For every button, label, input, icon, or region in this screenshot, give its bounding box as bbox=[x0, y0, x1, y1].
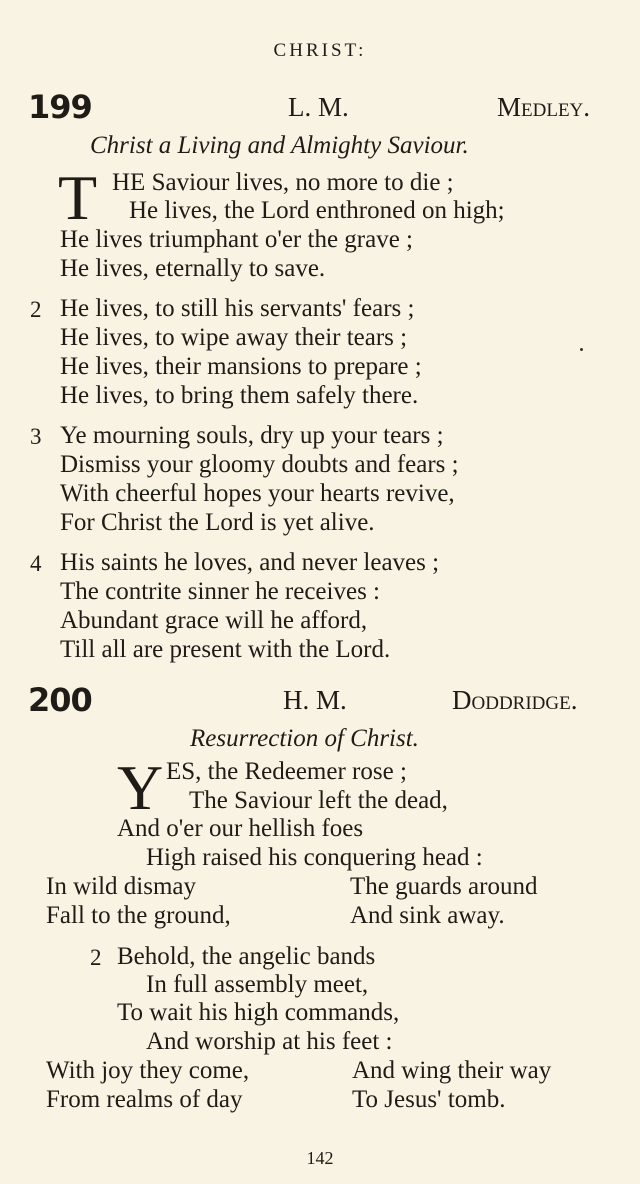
hymn-200-s2-line4: And worship at his feet : bbox=[146, 1028, 393, 1055]
hymn-199-s4-number: 4 bbox=[30, 551, 42, 576]
hymn-199-s3-line1: Ye mourning souls, dry up your tears ; bbox=[60, 422, 444, 449]
hymn-200-s1-line1: ES, the Redeemer rose ; bbox=[166, 758, 407, 785]
hymn-200-s2-line1: Behold, the angelic bands bbox=[117, 943, 376, 970]
hymn-199-s2-line2: He lives, to wipe away their tears ; bbox=[60, 324, 408, 351]
hymn-200-s2-left2: From realms of day bbox=[46, 1086, 243, 1113]
hymn-200-dropcap: Y bbox=[117, 752, 164, 823]
hymn-199-s2-line4: He lives, to bring them safely there. bbox=[60, 382, 419, 409]
page-number: 142 bbox=[306, 1148, 334, 1168]
hymn-200-s1-right2: And sink away. bbox=[350, 902, 505, 929]
hymn-200-meter: H. M. bbox=[283, 685, 347, 715]
hymn-199-s3-number: 3 bbox=[30, 424, 42, 449]
hymn-200-s2-right1: And wing their way bbox=[352, 1057, 552, 1084]
hymn-200-s1-left1: In wild dismay bbox=[46, 873, 196, 900]
hymn-200-s2-left1: With joy they come, bbox=[46, 1057, 250, 1084]
hymn-200-s2-right2: To Jesus' tomb. bbox=[352, 1086, 506, 1113]
hymn-199-s4-line1: His saints he loves, and never leaves ; bbox=[60, 549, 440, 576]
hymn-199-s1-line1: HE Saviour lives, no more to die ; bbox=[112, 169, 454, 196]
hymn-199-s1-line3: He lives triumphant o'er the grave ; bbox=[60, 226, 414, 253]
running-header: CHRIST: bbox=[273, 40, 367, 61]
hymn-199-s1-line4: He lives, eternally to save. bbox=[60, 255, 326, 282]
hymn-199-s3-line4: For Christ the Lord is yet alive. bbox=[60, 509, 375, 536]
hymn-199-dropcap: T bbox=[58, 162, 98, 233]
hymn-199-s2-line3: He lives, their mansions to prepare ; bbox=[60, 353, 422, 380]
hymn-200-s2-line2: In full assembly meet, bbox=[146, 971, 369, 998]
hymn-200-tune: Doddridge. bbox=[452, 685, 578, 715]
hymn-199-s4-line4: Till all are present with the Lord. bbox=[60, 636, 391, 663]
hymn-199-title: Christ a Living and Almighty Saviour. bbox=[90, 132, 469, 159]
hymn-199-s4-line2: The contrite sinner he receives : bbox=[60, 578, 380, 605]
hymn-199-s2-line1: He lives, to still his servants' fears ; bbox=[60, 295, 415, 322]
hymn-199-s4-line3: Abundant grace will he afford, bbox=[60, 607, 368, 634]
hymn-199-s3-line2: Dismiss your gloomy doubts and fears ; bbox=[60, 451, 459, 478]
hymn-200-s2-number: 2 bbox=[90, 945, 102, 970]
hymn-199-s3-line3: With cheerful hopes your hearts revive, bbox=[60, 480, 455, 507]
hymn-200-s1-line3: And o'er our hellish foes bbox=[117, 815, 364, 842]
hymn-200-number: 200 bbox=[28, 681, 92, 719]
hymn-199-meter: L. M. bbox=[288, 92, 349, 122]
hymn-200-s1-line4: High raised his conquering head : bbox=[146, 844, 483, 871]
ink-speck bbox=[580, 348, 583, 351]
hymn-199-s1-line2: He lives, the Lord enthroned on high; bbox=[129, 197, 505, 224]
hymn-200-s2-line3: To wait his high commands, bbox=[117, 999, 400, 1026]
hymn-199-tune: Medley. bbox=[497, 92, 591, 122]
hymn-199-s2-number: 2 bbox=[30, 297, 42, 322]
hymn-200-s1-right1: The guards around bbox=[350, 873, 538, 900]
hymn-199-number: 199 bbox=[28, 88, 92, 126]
hymn-200-title: Resurrection of Christ. bbox=[190, 725, 419, 752]
hymn-200-s1-left2: Fall to the ground, bbox=[46, 902, 231, 929]
hymn-200-s1-line2: The Saviour left the dead, bbox=[189, 787, 448, 814]
